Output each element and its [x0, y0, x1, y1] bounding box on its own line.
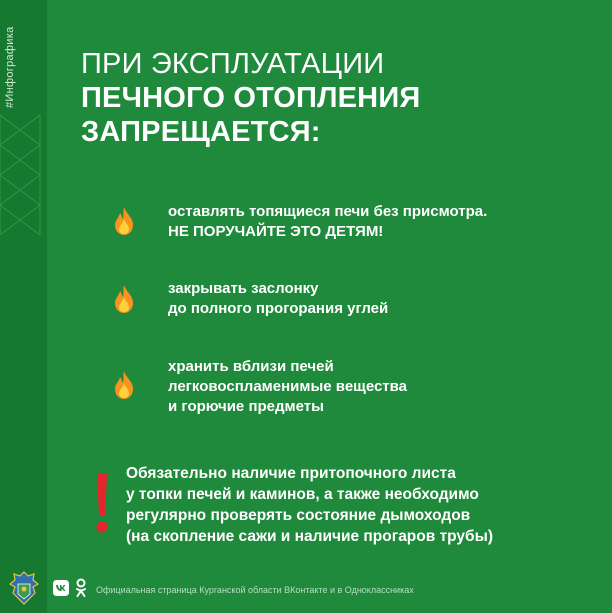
fire-icon [111, 206, 137, 236]
title-line-1: ПРИ ЭКСПЛУАТАЦИИ [81, 48, 385, 80]
notice-text [126, 463, 493, 547]
fire-icon [111, 370, 137, 400]
title-line-3: ЗАПРЕЩАЕТСЯ: [81, 116, 321, 148]
rule-item [168, 279, 388, 319]
rule-item [168, 202, 487, 242]
notice-line: у топки печей и каминов, а также необходимо [126, 486, 479, 503]
exclamation-icon [91, 472, 113, 534]
notice-line: (на скопление сажи и наличие прогаров трубы) [126, 528, 494, 545]
rule-line: НЕ ПОРУЧАЙТЕ ЭТО ДЕТЯМ! [168, 223, 384, 240]
footer-caption: Официальная страница Курганской области ВКонтакте и в Одноклассниках [96, 585, 414, 595]
title-line-2: ПЕЧНОГО ОТОПЛЕНИЯ [81, 82, 421, 114]
rule-line: оставлять топящиеся печи без присмотра. [168, 203, 488, 220]
page-title [81, 47, 420, 149]
rule-item [168, 357, 407, 417]
fire-icon [111, 284, 137, 314]
geometric-pattern [0, 105, 47, 235]
hashtag-label: #Инфографика [4, 26, 16, 108]
region-emblem-icon [7, 570, 41, 606]
sidebar-strip [0, 0, 47, 613]
notice-line: Обязательно наличие притопочного листа [126, 465, 456, 482]
rule-line: до полного прогорания углей [168, 300, 389, 317]
rule-line: закрывать заслонку [168, 280, 319, 297]
odnoklassniki-icon[interactable] [75, 578, 87, 598]
rule-line: легковоспламенимые вещества [168, 378, 408, 395]
notice-line: регулярно проверять состояние дымоходов [126, 507, 471, 524]
rule-line: и горючие предметы [168, 398, 324, 415]
rule-line: хранить вблизи печей [168, 358, 334, 375]
vk-icon[interactable] [53, 580, 69, 596]
